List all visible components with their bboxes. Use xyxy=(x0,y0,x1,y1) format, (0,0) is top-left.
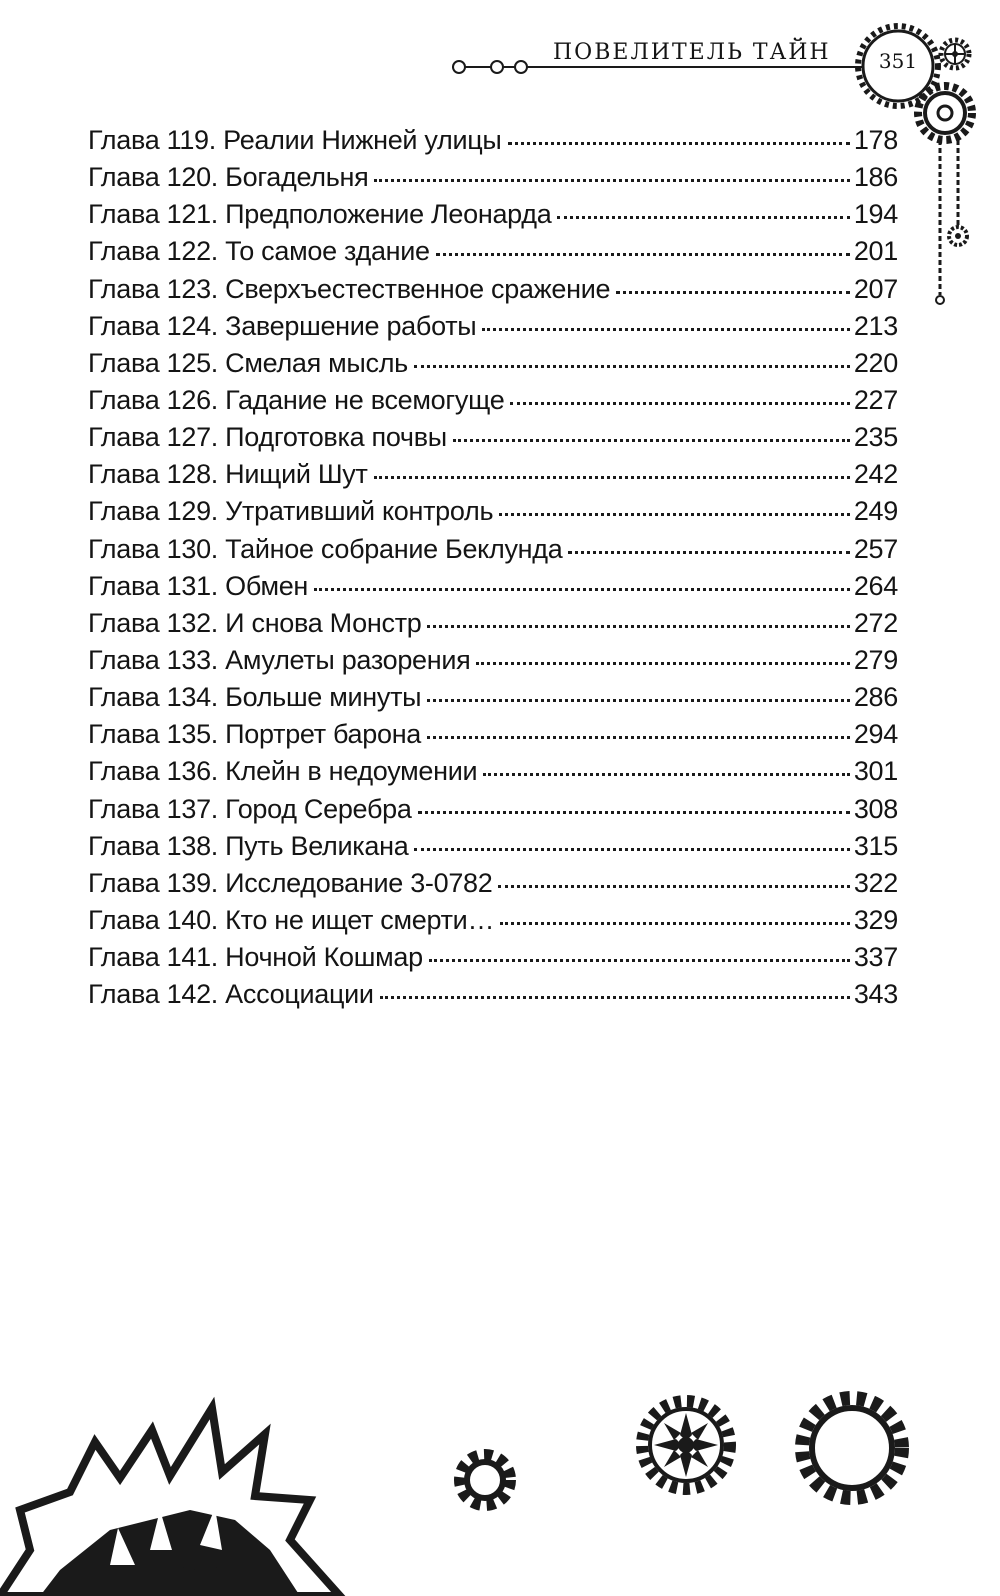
toc-dot-leader xyxy=(568,551,849,554)
toc-dot-leader xyxy=(427,699,850,702)
toc-page-number: 178 xyxy=(853,125,898,155)
toc-page-number: 207 xyxy=(853,273,898,304)
toc-page-number: 235 xyxy=(853,422,898,453)
toc-chapter-title: Глава 122. То самое здание xyxy=(88,236,430,267)
toc-chapter-title: Глава 134. Больше минуты xyxy=(88,682,422,713)
toc-chapter-title: Глава 121. Предположение Леонарда xyxy=(88,199,552,230)
toc-page-number: 249 xyxy=(853,496,898,527)
toc-dot-leader xyxy=(508,142,850,145)
bottom-gear-ornament xyxy=(0,1380,1000,1596)
toc-dot-leader xyxy=(314,588,850,591)
toc-dot-leader xyxy=(414,365,850,368)
toc-entry[interactable] xyxy=(88,382,898,419)
toc-chapter-title: Глава 133. Амулеты разорения xyxy=(88,644,471,675)
toc-chapter-title: Глава 130. Тайное собрание Беклунда xyxy=(88,533,563,564)
toc-dot-leader xyxy=(499,513,850,516)
toc-dot-leader xyxy=(374,179,849,182)
toc-chapter-title: Глава 139. Исследование 3-0782 xyxy=(88,867,493,898)
toc-dot-leader xyxy=(616,291,850,294)
toc-dot-leader xyxy=(476,662,849,665)
toc-chapter-title: Глава 128. Нищий Шут xyxy=(88,459,368,490)
toc-page-number: 264 xyxy=(853,570,898,601)
toc-entry[interactable] xyxy=(88,828,898,865)
toc-entry[interactable] xyxy=(88,679,898,716)
toc-page-number: 257 xyxy=(853,533,898,564)
toc-dot-leader xyxy=(482,328,849,331)
toc-dot-leader xyxy=(380,996,850,999)
hanging-chain-icon xyxy=(926,140,976,310)
toc-page-number: 286 xyxy=(853,682,898,713)
toc-entry[interactable] xyxy=(88,902,898,939)
page-number: 351 xyxy=(878,49,918,73)
toc-page-number: 329 xyxy=(853,904,898,935)
toc-chapter-title: Глава 137. Город Серебра xyxy=(88,793,412,824)
toc-dot-leader xyxy=(414,848,849,851)
toc-dot-leader xyxy=(500,922,850,925)
toc-dot-leader xyxy=(453,439,850,442)
toc-chapter-title: Глава 132. И снова Монстр xyxy=(88,607,422,638)
toc-page-number: 227 xyxy=(853,384,898,415)
toc-chapter-title: Глава 120. Богадельня xyxy=(88,162,369,193)
toc-entry[interactable] xyxy=(88,753,898,790)
toc-entry[interactable] xyxy=(88,939,898,976)
toc-entry[interactable] xyxy=(88,716,898,753)
toc-dot-leader xyxy=(427,625,849,628)
toc-chapter-title: Глава 141. Ночной Кошмар xyxy=(88,942,423,973)
toc-chapter-title: Глава 129. Утративший контроль xyxy=(88,496,494,527)
toc-chapter-title: Глава 142. Ассоциации xyxy=(88,979,374,1010)
sunburst-gear-icon xyxy=(0,1408,340,1596)
toc-page-number: 322 xyxy=(853,867,898,898)
toc-entry[interactable] xyxy=(88,419,898,456)
toc-page-number: 272 xyxy=(853,607,898,638)
toc-page-number: 301 xyxy=(853,756,898,787)
toc-page-number: 242 xyxy=(853,459,898,490)
toc-chapter-title: Глава 136. Клейн в недоумении xyxy=(88,756,478,787)
toc-page-number: 343 xyxy=(853,979,898,1010)
header-rule-knob xyxy=(490,60,504,74)
toc-entry[interactable] xyxy=(88,976,898,1013)
toc-dot-leader xyxy=(427,736,850,739)
toc-entry[interactable] xyxy=(88,271,898,308)
toc-page-number: 194 xyxy=(853,199,898,230)
toc-chapter-title: Глава 135. Портрет барона xyxy=(88,719,422,750)
toc-dot-leader xyxy=(436,253,850,256)
toc-chapter-title: Глава 119. Реалии Нижней улицы xyxy=(88,125,502,155)
toc-entry[interactable] xyxy=(88,196,898,233)
toc-entry[interactable] xyxy=(88,159,898,196)
toc-page-number: 213 xyxy=(853,310,898,341)
small-gear-icon xyxy=(937,36,973,72)
toc-chapter-title: Глава 126. Гадание не всемогуще xyxy=(88,384,505,415)
toc-page-number: 294 xyxy=(853,719,898,750)
toc-page-number: 315 xyxy=(853,830,898,861)
toc-dot-leader xyxy=(418,811,850,814)
toc-page-number: 220 xyxy=(853,347,898,378)
toc-entry[interactable] xyxy=(88,345,898,382)
toc-page-number: 186 xyxy=(853,162,898,193)
large-gear-icon xyxy=(912,80,978,146)
toc-entry[interactable] xyxy=(88,865,898,902)
toc-dot-leader xyxy=(498,885,849,888)
gear-icon xyxy=(461,1456,509,1504)
toc-entry[interactable] xyxy=(88,122,898,159)
table-of-contents xyxy=(88,122,898,1013)
ring-gear-icon xyxy=(802,1398,902,1498)
toc-chapter-title: Глава 131. Обмен xyxy=(88,570,309,601)
toc-chapter-title: Глава 127. Подготовка почвы xyxy=(88,422,447,453)
toc-page-number: 337 xyxy=(853,942,898,973)
toc-page-number: 308 xyxy=(853,793,898,824)
toc-entry[interactable] xyxy=(88,642,898,679)
toc-entry[interactable] xyxy=(88,456,898,493)
toc-dot-leader xyxy=(557,216,849,219)
toc-entry[interactable] xyxy=(88,493,898,530)
toc-chapter-title: Глава 123. Сверхъестественное сражение xyxy=(88,273,611,304)
toc-chapter-title: Глава 125. Смелая мысль xyxy=(88,347,408,378)
toc-entry[interactable] xyxy=(88,605,898,642)
toc-page-number: 279 xyxy=(853,644,898,675)
header-rule-knob xyxy=(452,60,466,74)
toc-chapter-title: Глава 138. Путь Великана xyxy=(88,830,409,861)
spoked-gear-icon xyxy=(642,1401,730,1489)
running-title: ПОВЕЛИТЕЛЬ ТАЙН xyxy=(553,40,831,65)
toc-entry[interactable] xyxy=(88,233,898,270)
toc-dot-leader xyxy=(510,402,849,405)
toc-dot-leader xyxy=(374,476,850,479)
toc-entry[interactable] xyxy=(88,308,898,345)
toc-dot-leader xyxy=(429,959,850,962)
toc-dot-leader xyxy=(483,773,850,776)
toc-page-number: 201 xyxy=(853,236,898,267)
toc-chapter-title: Глава 140. Кто не ищет смерти… xyxy=(88,904,495,935)
toc-entry[interactable] xyxy=(88,531,898,568)
toc-entry[interactable] xyxy=(88,791,898,828)
toc-entry[interactable] xyxy=(88,568,898,605)
header-rule-knob xyxy=(514,60,528,74)
toc-chapter-title: Глава 124. Завершение работы xyxy=(88,310,477,341)
